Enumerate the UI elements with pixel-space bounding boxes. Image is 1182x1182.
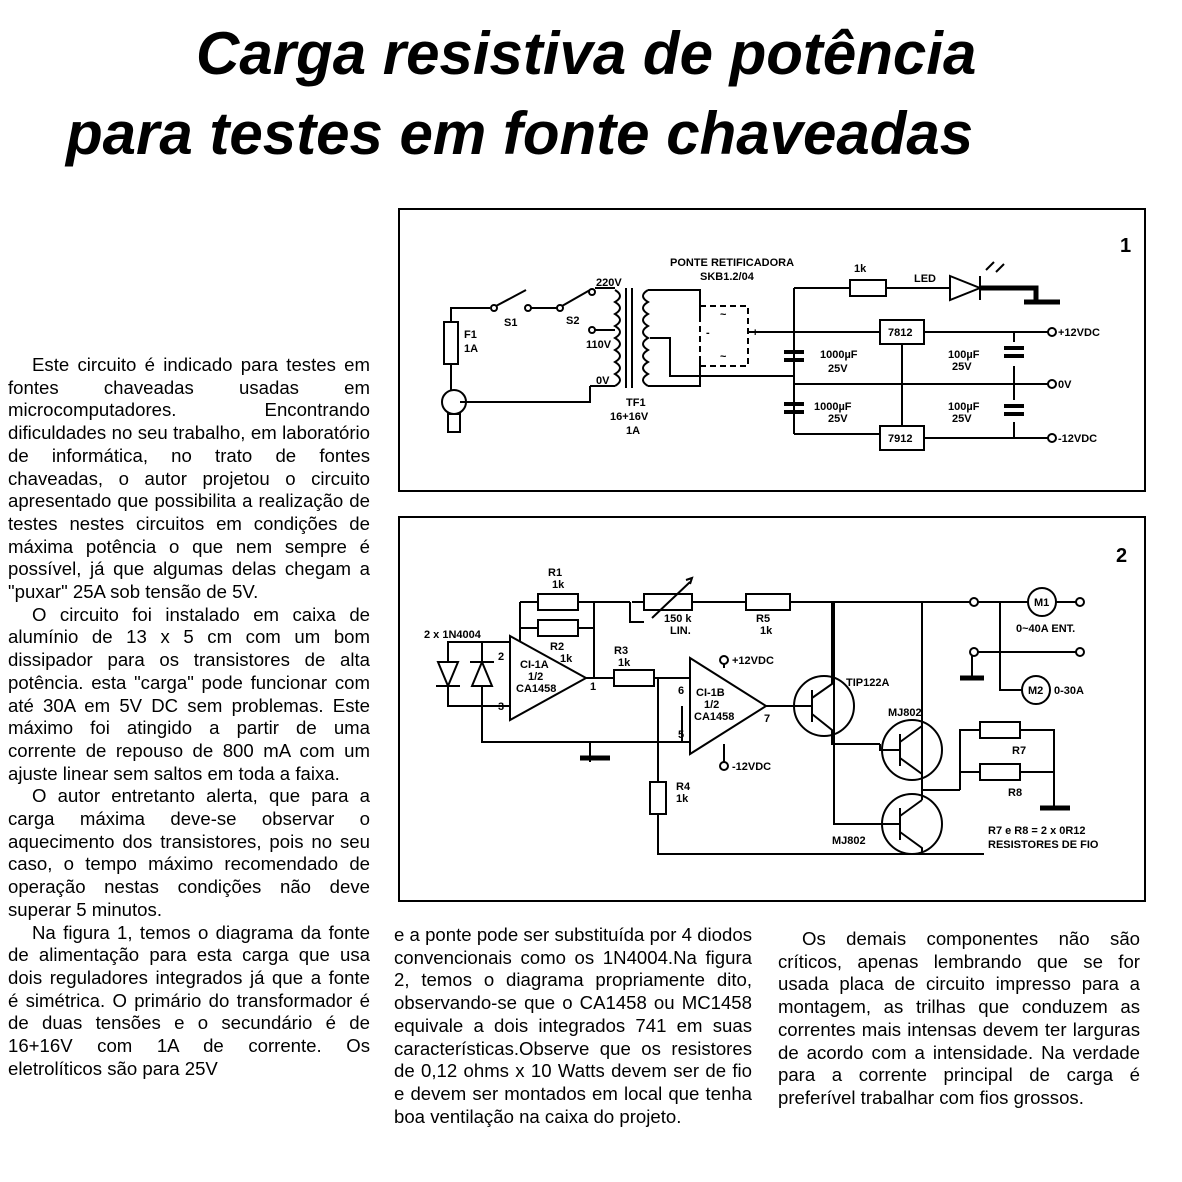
label: R5 bbox=[756, 613, 771, 625]
label: 7912 bbox=[888, 433, 913, 445]
label: 6 bbox=[678, 685, 685, 697]
label: 100µF bbox=[948, 401, 980, 413]
label: 0V bbox=[1058, 379, 1072, 391]
label: ~ bbox=[720, 351, 727, 363]
paragraph: O circuito foi instalado em caixa de alumínio de 13 x 5 cm com um bom dissipador para os transistores de alta potência. esta "carga" pode funcionar com até 30A em 5V DC sem problemas. Este máximo foi atingido a partir de uma corrente de repouso de 800 mA com um ajuste linear sem saltos em toda a faixa. bbox=[8, 603, 370, 784]
label: 1000µF bbox=[814, 401, 852, 413]
figure-number: 2 bbox=[1116, 545, 1128, 567]
label: M2 bbox=[1028, 685, 1044, 697]
label: 7 bbox=[764, 713, 771, 725]
schematic-2-drawing bbox=[400, 518, 1148, 904]
resistor-1k bbox=[850, 280, 886, 296]
label: F1 bbox=[464, 329, 477, 341]
resistor-r7 bbox=[980, 722, 1020, 738]
switch-s1 bbox=[496, 290, 526, 306]
label: 1/2 bbox=[528, 671, 544, 683]
opamp-ci1b bbox=[690, 658, 766, 754]
label: M1 bbox=[1034, 597, 1050, 609]
label: 1 bbox=[590, 681, 597, 693]
resistor-r3 bbox=[614, 670, 654, 686]
opamp-ci1a bbox=[510, 636, 586, 720]
led-icon bbox=[950, 276, 980, 300]
label: 220V bbox=[596, 277, 622, 289]
label: R7 bbox=[1012, 745, 1027, 757]
label: 110V bbox=[586, 339, 612, 351]
label: TF1 bbox=[626, 397, 646, 409]
label: LED bbox=[914, 273, 936, 285]
label: RESISTORES DE FIO bbox=[988, 839, 1099, 851]
label: 1k bbox=[560, 653, 573, 665]
label: -12VDC bbox=[732, 761, 772, 773]
text-column-3 bbox=[778, 928, 1140, 1110]
label: 1000µF bbox=[820, 349, 858, 361]
label: 25V bbox=[828, 363, 848, 375]
label: R8 bbox=[1008, 787, 1023, 799]
label: 1k bbox=[854, 263, 867, 275]
label: 2 bbox=[498, 651, 505, 663]
label: 3 bbox=[498, 701, 505, 713]
label: ~ bbox=[720, 309, 727, 321]
label: 0V bbox=[596, 375, 610, 387]
label: MJ802 bbox=[832, 835, 866, 847]
label: 1k bbox=[618, 657, 631, 669]
label: 5 bbox=[678, 729, 685, 741]
transformer-primary bbox=[615, 290, 620, 386]
label: - bbox=[706, 327, 710, 339]
diode-icon bbox=[436, 662, 460, 686]
label: + bbox=[752, 327, 759, 339]
label: R2 bbox=[550, 641, 565, 653]
label: S1 bbox=[504, 317, 518, 329]
label: 1k bbox=[676, 793, 689, 805]
label: LIN. bbox=[670, 625, 691, 637]
transformer-secondary bbox=[643, 290, 648, 386]
label: +12VDC bbox=[1058, 327, 1100, 339]
paragraph: O autor entretanto alerta, que para a carga máxima deve-se observar o aquecimento dos transistores, pois no seu caso, o tempo máximo recomendado de operação nestas condições não deve superar 5 minutos. bbox=[8, 785, 370, 920]
paragraph: Os demais componentes não são críticos, apenas lembrando que se for usada placa de circuito impresso para a montagem, as trilhas que conduzem as correntes mais intensas devem ter larguras de acordo com a intensidade. Na verdade para a corrente principal de carga é preferível trabalhar com fios grossos. bbox=[778, 928, 1140, 1108]
label: SKB1.2/04 bbox=[700, 271, 754, 283]
resistor-r4 bbox=[650, 782, 666, 814]
label: 1k bbox=[552, 579, 565, 591]
label: R1 bbox=[548, 567, 563, 579]
resistor-r5 bbox=[746, 594, 790, 610]
label: 100µF bbox=[948, 349, 980, 361]
label: 2 x 1N4004 bbox=[424, 629, 481, 641]
label: 1/2 bbox=[704, 699, 720, 711]
label: -12VDC bbox=[1058, 433, 1098, 445]
article-title-line1: Carga resistiva de potência bbox=[196, 20, 977, 87]
label: PONTE RETIFICADORA bbox=[670, 257, 795, 269]
label: 1A bbox=[626, 425, 641, 437]
label: 0~40A ENT. bbox=[1016, 623, 1076, 635]
label: 16+16V bbox=[610, 411, 649, 423]
label: 25V bbox=[828, 413, 848, 425]
fuse-icon bbox=[444, 322, 458, 364]
article-title-line2: para testes em fonte chaveadas bbox=[66, 100, 974, 167]
label: CA1458 bbox=[694, 711, 735, 723]
label: 1k bbox=[760, 625, 773, 637]
paragraph: Na figura 1, temos o diagrama da fonte de alimentação para esta carga que usa dois reguladores integrados já que a fonte é simétrica. O primário do transformador é de duas tensões e o secundário é de 16+16V com 1A de corrente. Os eletrolíticos são para 25V bbox=[8, 921, 370, 1079]
label: R4 bbox=[676, 781, 691, 793]
label: MJ802 bbox=[888, 707, 922, 719]
paragraph: e a ponte pode ser substituída por 4 diodos convencionais como os 1N4004.Na figura 2, temos o diagrama propriamente dito, observando-se que o CA1458 ou MC1458 equivale a dois integrados 741 em suas características.Observe que os resistores de 0,12 ohms x 10 Watts devem ser de fio e devem ser montados em local que tenha boa ventilação na caixa do projeto. bbox=[394, 924, 752, 1127]
label: 25V bbox=[952, 413, 972, 425]
label: S2 bbox=[566, 315, 580, 327]
label: R7 e R8 = 2 x 0R12 bbox=[988, 825, 1086, 837]
diode-icon bbox=[470, 662, 494, 686]
label: 25V bbox=[952, 361, 972, 373]
capacitor-100uf bbox=[1004, 348, 1024, 356]
label: CA1458 bbox=[516, 683, 557, 695]
label: 0-30A bbox=[1054, 685, 1084, 697]
label: 1A bbox=[464, 343, 479, 355]
label: +12VDC bbox=[732, 655, 774, 667]
figure-2-load-schematic bbox=[398, 516, 1146, 902]
label: 7812 bbox=[888, 327, 913, 339]
figure-1-power-supply-schematic bbox=[398, 208, 1146, 492]
text-column-2 bbox=[394, 924, 752, 1128]
label: R3 bbox=[614, 645, 629, 657]
label: CI-1A bbox=[520, 659, 549, 671]
label: CI-1B bbox=[696, 687, 725, 699]
capacitor-100uf bbox=[1004, 406, 1024, 414]
schematic-1-drawing bbox=[400, 210, 1148, 494]
label: TIP122A bbox=[846, 677, 890, 689]
text-column-1 bbox=[8, 354, 370, 1081]
resistor-r1 bbox=[538, 594, 578, 610]
resistor-r2 bbox=[538, 620, 578, 636]
paragraph: Este circuito é indicado para testes em fontes chaveadas usadas em microcomputadores. Encontrando dificuldades no seu trabalho, em laboratório de informática, no trato de fontes chaveadas, o autor projetou o circuito apresentado que possibilita a realização de testes nestes circuitos em condições de máxima potência o que nem sempre é possível, já que algumas delas chegam a "puxar" 25A sob tensão de 5V. bbox=[8, 354, 370, 603]
figure-number: 1 bbox=[1120, 235, 1132, 257]
label: 150 k bbox=[664, 613, 692, 625]
resistor-r8 bbox=[980, 764, 1020, 780]
